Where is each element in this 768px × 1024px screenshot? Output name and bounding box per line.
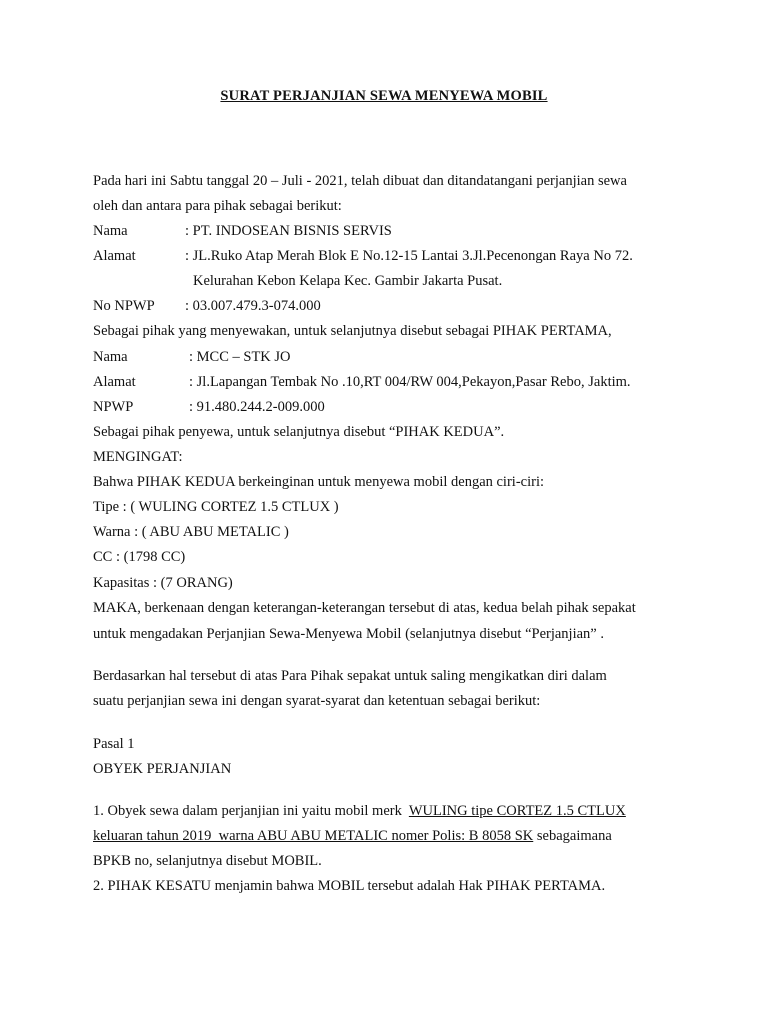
party1-alamat-value: : JL.Ruko Atap Merah Blok E No.12-15 Lantai 3.Jl.Pecenongan Raya No 72.: [185, 248, 633, 264]
party2-npwp-value: : 91.480.244.2-009.000: [189, 399, 325, 415]
party1-alamat-row: [93, 247, 693, 265]
party2-alamat-row: [93, 373, 693, 391]
document-title: SURAT PERJANJIAN SEWA MENYEWA MOBIL: [220, 88, 548, 104]
party1-npwp-row: [93, 297, 693, 315]
party1-nama-row: [93, 222, 693, 240]
item1-car-details: keluaran tahun 2019 warna ABU ABU METALIC nomer Polis: B 8058 SK: [93, 828, 534, 844]
car-tipe: Tipe : ( WULING CORTEZ 1.5 CTLUX ): [93, 499, 339, 515]
party1-nama-value: : PT. INDOSEAN BISNIS SERVIS: [185, 223, 392, 239]
party1-statement: Sebagai pihak yang menyewakan, untuk selanjutnya disebut sebagai PIHAK PERTAMA,: [93, 323, 612, 339]
pasal-1-item-1-line-2: [93, 827, 612, 845]
party2-alamat-value: : Jl.Lapangan Tembak No .10,RT 004/RW 004,Pekayon,Pasar Rebo, Jaktim.: [189, 374, 631, 390]
car-warna: Warna : ( ABU ABU METALIC ): [93, 524, 289, 540]
party1-npwp-label: No NPWP: [93, 298, 155, 314]
item1-prefix: 1. Obyek sewa dalam perjanjian ini yaitu mobil merk: [93, 803, 409, 819]
party2-statement: Sebagai pihak penyewa, untuk selanjutnya disebut “PIHAK KEDUA”.: [93, 424, 505, 440]
car-cc: CC : (1798 CC): [93, 549, 186, 565]
party1-nama-label: Nama: [93, 223, 128, 239]
mengingat-heading: MENGINGAT:: [93, 449, 183, 465]
intro-line-1: Pada hari ini Sabtu tanggal 20 – Juli - 2021, telah dibuat dan ditandatangani perjanjian sewa: [93, 173, 627, 189]
party1-alamat-value-2: Kelurahan Kebon Kelapa Kec. Gambir Jakarta Pusat.: [193, 273, 503, 289]
maka-line-1: MAKA, berkenaan dengan keterangan-keterangan tersebut di atas, kedua belah pihak sepakat: [93, 600, 636, 616]
mengingat-line: Bahwa PIHAK KEDUA berkeinginan untuk menyewa mobil dengan ciri-ciri:: [93, 474, 545, 490]
item1-car-model: WULING tipe CORTEZ 1.5 CTLUX: [408, 803, 626, 819]
party1-npwp-value: : 03.007.479.3-074.000: [185, 298, 321, 314]
pasal-1-subheading: OBYEK PERJANJIAN: [93, 761, 232, 777]
party2-npwp-label: NPWP: [93, 399, 134, 415]
car-kapasitas: Kapasitas : (7 ORANG): [93, 575, 233, 591]
pasal-1-heading: Pasal 1: [93, 736, 135, 752]
party2-nama-row: [93, 348, 693, 366]
maka-line-2: untuk mengadakan Perjanjian Sewa-Menyewa Mobil (selanjutnya disebut “Perjanjian” .: [93, 626, 604, 642]
item1-suffix: sebagaimana: [533, 828, 612, 844]
party2-nama-value: : MCC – STK JO: [189, 349, 291, 365]
berdasarkan-line-2: suatu perjanjian sewa ini dengan syarat-syarat dan ketentuan sebagai berikut:: [93, 693, 541, 709]
party2-npwp-row: [93, 398, 693, 416]
party2-nama-label: Nama: [93, 349, 128, 365]
intro-line-2: oleh dan antara para pihak sebagai berikut:: [93, 198, 342, 214]
pasal-1-item-1-line-1: [93, 802, 626, 820]
pasal-1-item-2: 2. PIHAK KESATU menjamin bahwa MOBIL tersebut adalah Hak PIHAK PERTAMA.: [93, 878, 606, 894]
party1-alamat-label: Alamat: [93, 248, 136, 264]
berdasarkan-line-1: Berdasarkan hal tersebut di atas Para Pihak sepakat untuk saling mengikatkan diri dalam: [93, 668, 607, 684]
party2-alamat-label: Alamat: [93, 374, 136, 390]
pasal-1-item-1-line-3: BPKB no, selanjutnya disebut MOBIL.: [93, 853, 322, 869]
